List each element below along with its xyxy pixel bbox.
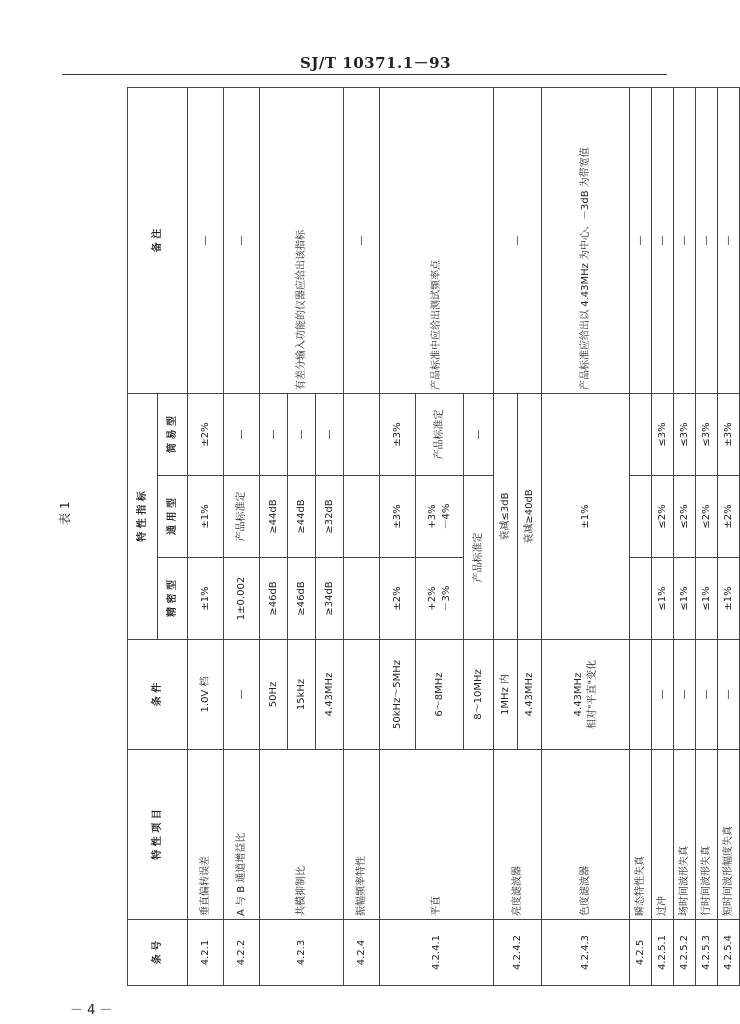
table-row: [188, 87, 224, 985]
cell-simple: —: [260, 393, 288, 475]
col-cond: 条 件: [128, 640, 188, 750]
cell-remark: —: [652, 87, 674, 393]
cell-index-merged: ±1%: [542, 393, 630, 639]
cell-cond: 4.43MHz 相对"平直"变化: [542, 640, 630, 750]
cell-remark: —: [344, 87, 380, 393]
cell-remark: —: [224, 87, 260, 393]
cell-cond: 6～8MHz: [416, 640, 464, 750]
cell-remark: —: [494, 87, 542, 393]
cell-item: 瞬态特性失真: [630, 750, 652, 920]
cell-general: [630, 476, 652, 558]
cell-no: 4.2.2: [224, 920, 260, 986]
cell-precision: ≤1%: [652, 558, 674, 640]
table-header-row: [128, 87, 158, 985]
cell-simple: [344, 393, 380, 475]
cell-simple: ≤3%: [674, 393, 696, 475]
cell-cond: —: [696, 640, 718, 750]
cell-item: 平直: [380, 750, 494, 920]
table-row: [696, 87, 718, 985]
standard-code: SJ/T 10371.1－93: [300, 54, 452, 72]
cell-item: 短时间波形幅度失真: [718, 750, 740, 920]
cell-no: 4.2.5.2: [674, 920, 696, 986]
cell-general: ≥32dB: [316, 476, 344, 558]
cell-precision: ≥46dB: [288, 558, 316, 640]
cell-no: 4.2.5.1: [652, 920, 674, 986]
cell-cond: 50Hz: [260, 640, 288, 750]
table-row: [630, 87, 652, 985]
cell-simple: —: [464, 393, 494, 475]
cell-precision: ±1%: [188, 558, 224, 640]
cell-cond: 4.43MHz: [518, 640, 542, 750]
cell-cond: 15kHz: [288, 640, 316, 750]
cell-general: ±3%: [380, 476, 416, 558]
cell-simple: —: [288, 393, 316, 475]
cell-item: 过冲: [652, 750, 674, 920]
cell-general: ±2%: [718, 476, 740, 558]
cell-no: 4.2.4.1: [380, 920, 494, 986]
cell-cond: 4.43MHz: [316, 640, 344, 750]
cell-general: ≤2%: [652, 476, 674, 558]
cell-index-merged: 衰减≥40dB: [518, 393, 542, 639]
page-number: － 4 －: [70, 1003, 113, 1018]
cell-general: +3% －4%: [416, 476, 464, 558]
table-caption: 表 1: [58, 501, 72, 525]
col-remark: 备 注: [128, 87, 188, 393]
cell-remark: —: [696, 87, 718, 393]
col-precision: 精 密 型: [158, 558, 188, 640]
table-row: [224, 87, 260, 985]
cell-no: 4.2.5: [630, 920, 652, 986]
cell-no: 4.2.4.2: [494, 920, 542, 986]
cell-cond: 8～10MHz: [464, 640, 494, 750]
cell-cond: 1MHz 内: [494, 640, 518, 750]
cell-no: 4.2.5.4: [718, 920, 740, 986]
spec-table: [127, 87, 740, 986]
cell-general: ≤2%: [674, 476, 696, 558]
table-row: [380, 87, 416, 985]
cell-simple: ±2%: [188, 393, 224, 475]
cell-precision: ±2%: [380, 558, 416, 640]
table-row: [260, 87, 288, 985]
cell-general: ≥44dB: [288, 476, 316, 558]
cell-remark: 产品标准中应给出测试频率点: [380, 87, 494, 393]
cell-item: 共模抑制比: [260, 750, 344, 920]
cell-simple: ±3%: [380, 393, 416, 475]
cell-precision: [630, 558, 652, 640]
cell-remark: 产品标准应给出以 4.43MHz 为中心、－3dB 为带宽值: [542, 87, 630, 393]
cell-cond: [630, 640, 652, 750]
cell-simple: —: [316, 393, 344, 475]
cell-cond: —: [652, 640, 674, 750]
table-row: [718, 87, 740, 985]
col-no: 条 号: [128, 920, 188, 986]
header-rule: [62, 74, 667, 75]
cell-precision: [344, 558, 380, 640]
cell-general: [344, 476, 380, 558]
cell-precision: +2% －3%: [416, 558, 464, 640]
cell-general: ±1%: [188, 476, 224, 558]
table-row: [542, 87, 630, 985]
cell-cond: 1.0V 档: [188, 640, 224, 750]
cell-cond: —: [224, 640, 260, 750]
cell-item: 垂直偏转误差: [188, 750, 224, 920]
cell-cond: —: [718, 640, 740, 750]
cell-precision: ≥34dB: [316, 558, 344, 640]
cell-precision: ≤1%: [696, 558, 718, 640]
cell-no: 4.2.4: [344, 920, 380, 986]
cell-remark: 有差分输入功能的仪器应给出该指标: [260, 87, 344, 393]
table-row: [674, 87, 696, 985]
cell-no: 4.2.4.3: [542, 920, 630, 986]
table-row: [344, 87, 380, 985]
cell-cond: 50kHz～5MHz: [380, 640, 416, 750]
cell-cond: —: [674, 640, 696, 750]
cell-general: ≥44dB: [260, 476, 288, 558]
cell-remark: —: [630, 87, 652, 393]
cell-simple: [630, 393, 652, 475]
cell-item: 行时间波形失真: [696, 750, 718, 920]
cell-index-merged: 衰减≤3dB: [494, 393, 518, 639]
cell-precision: 1±0.002: [224, 558, 260, 640]
cell-index-merged: 产品标准定: [464, 476, 494, 640]
cell-remark: —: [188, 87, 224, 393]
cell-simple: ±3%: [718, 393, 740, 475]
table-row: [652, 87, 674, 985]
cell-simple: ≤3%: [696, 393, 718, 475]
cell-item: A 与 B 通道增益比: [224, 750, 260, 920]
table-row: [494, 87, 518, 985]
cell-item: 色度滤波器: [542, 750, 630, 920]
cell-item: 亮度滤波器: [494, 750, 542, 920]
cell-simple: 产品标准定: [416, 393, 464, 475]
cell-simple: —: [224, 393, 260, 475]
cell-simple: ≤3%: [652, 393, 674, 475]
cell-item: 振幅频率特性: [344, 750, 380, 920]
cell-precision: ≤1%: [674, 558, 696, 640]
cell-no: 4.2.1: [188, 920, 224, 986]
cell-cond: [344, 640, 380, 750]
cell-no: 4.2.3: [260, 920, 344, 986]
spec-table-rotated: [127, 88, 734, 986]
cell-item: 场时间波形失真: [674, 750, 696, 920]
cell-no: 4.2.5.3: [696, 920, 718, 986]
col-item: 特 性 项 目: [128, 750, 188, 920]
col-simple: 简 易 型: [158, 393, 188, 475]
cell-general: ≤2%: [696, 476, 718, 558]
cell-precision: ≥46dB: [260, 558, 288, 640]
col-general: 通 用 型: [158, 476, 188, 558]
cell-remark: —: [674, 87, 696, 393]
cell-precision: ±1%: [718, 558, 740, 640]
cell-general: 产品标准定: [224, 476, 260, 558]
col-index: 特 性 指 标: [128, 393, 158, 639]
cell-remark: —: [718, 87, 740, 393]
